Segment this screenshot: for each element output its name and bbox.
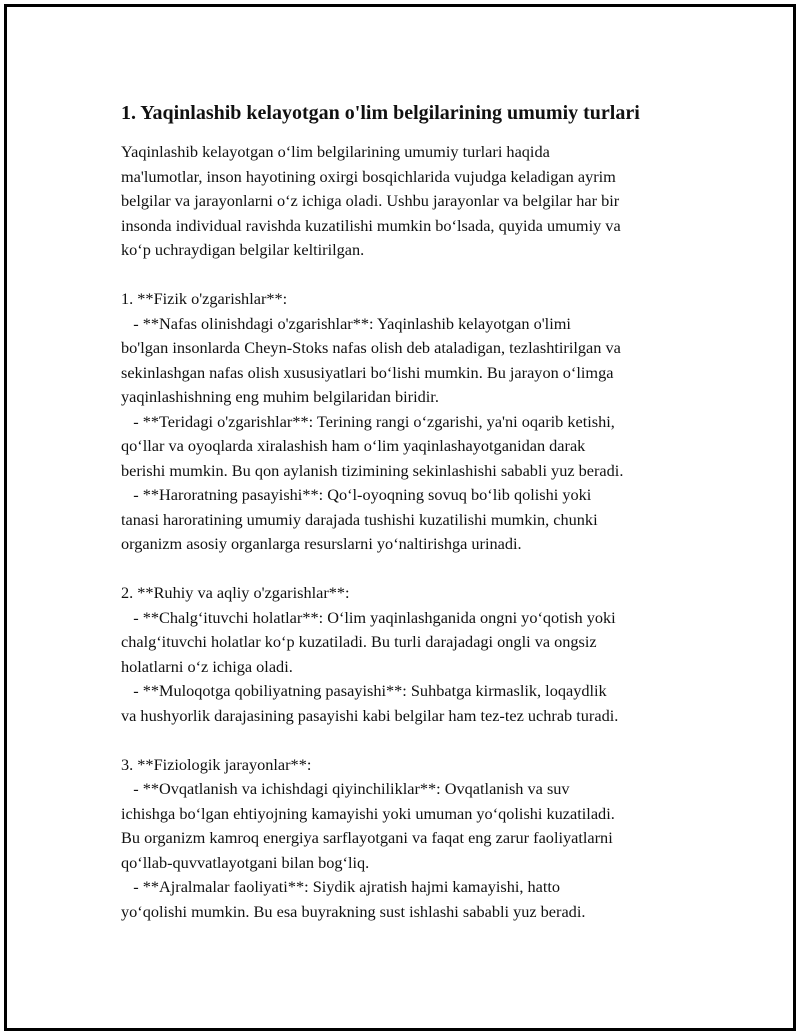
document-body: Yaqinlashib kelayotgan o‘lim belgilarining umumiy turlari haqida ma'lumotlar, inson hayotining oxirgi bosqichlarida vujudga keladigan ayrim belgilar va jarayonlarni o‘z ichiga oladi. Ushbu jarayonlar va belgilar har bir insonda individual ravishda kuzatilishi mumkin bo‘lsada, quyida umumiy va ko‘p uchraydigan belgilar keltirilgan. 1. **Fizik o'zgarishlar**: - **Nafas olinishdagi o'zgarishlar**: Yaqinlashib kelayotgan o'limi bo'lgan insonlarda Cheyn-Stoks nafas olish deb ataladigan, tezlashtirilgan va sekinlashgan nafas olish xususiyatlari bo‘lishi mumkin. Bu jarayon o‘limga yaqinlashishning eng muhim belgilaridan biridir. - **Teridagi o'zgarishlar**: Terining rangi o‘zgarishi, ya'ni oqarib ketishi, qo‘llar va oyoqlarda xiralashish ham o‘lim yaqinlashayotganidan darak berishi mumkin. Bu qon aylanish tizimining sekinlashishi sababli yuz beradi. - **Haroratning pasayishi**: Qo‘l-oyoqning sovuq bo‘lib qolishi yoki tanasi haroratining umumiy darajada tushishi kuzatilishi mumkin, chunki organizm asosiy organlarga resurslarni yo‘naltirishga urinadi. 2. **Ruhiy va aqliy o'zgarishlar**: - **Chalg‘ituvchi holatlar**: O‘lim yaqinlashganida ongni yo‘qotish yoki chalg‘ituvchi holatlar ko‘p kuzatiladi. Bu turli darajadagi ongli va ongsiz holatlarni o‘z ichiga oladi. - **Muloqotga qobiliyatning pasayishi**: Suhbatga kirmaslik, loqaydlik va hushyorlik darajasining pasayishi kabi belgilar ham tez-tez uchrab turadi. 3. **Fiziologik jarayonlar**: - **Ovqatlanish va ichishdagi qiyinchiliklar**: Ovqatlanish va suv ichishga bo‘lgan ehtiyojning kamayishi yoki umuman yo‘qolishi kuzatiladi. Bu organizm kamroq energiya sarflayotgani va faqat eng zarur faoliyatlarni qo‘llab-quvvatlayotgani bilan bog‘liq. - **Ajralmalar faoliyati**: Siydik ajratish hajmi kamayishi, hatto yo‘qolishi mumkin. Bu esa buyrakning sust ishlashi sababli yuz beradi.	[121, 142, 624, 921]
document-content	[121, 100, 701, 924]
document-title: 1. Yaqinlashib kelayotgan o'lim belgilarining umumiy turlari	[121, 102, 640, 124]
page-frame	[4, 4, 796, 1031]
